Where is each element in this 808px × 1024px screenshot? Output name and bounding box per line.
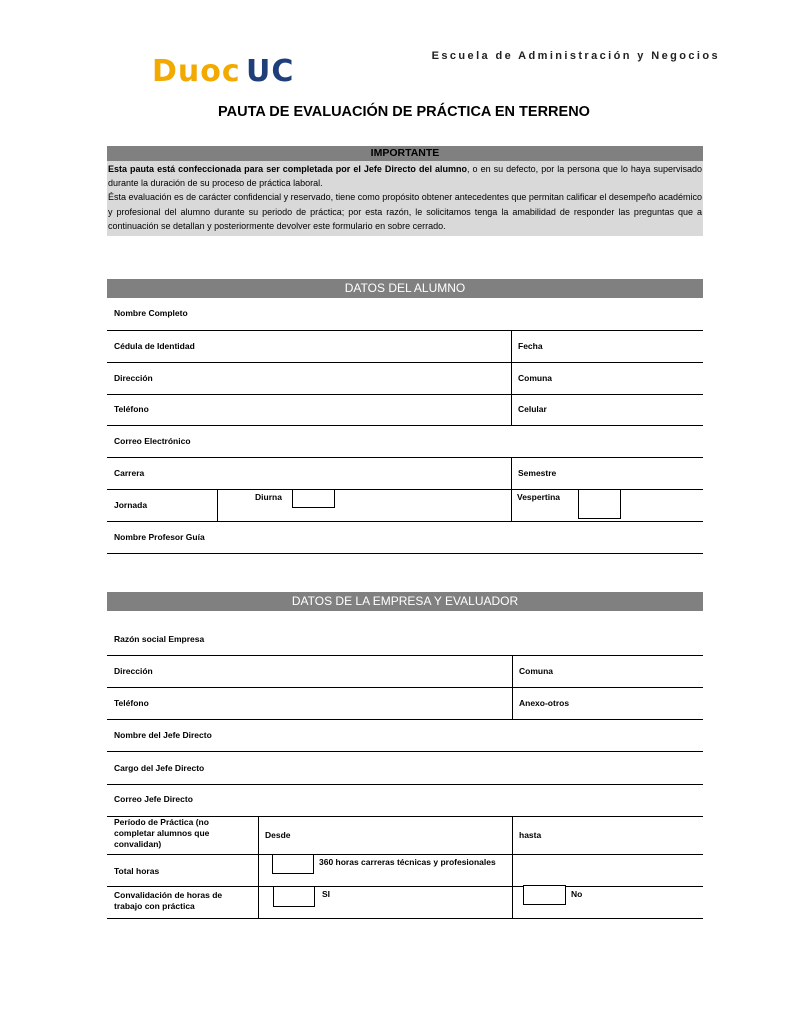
divider [511, 395, 512, 425]
divider [511, 331, 512, 362]
row-empresa-direccion [107, 656, 703, 688]
page-title: PAUTA DE EVALUACIÓN DE PRÁCTICA EN TERRENO [218, 104, 590, 120]
row-jefe-directo [107, 720, 703, 752]
logo-text-left: Duoc [152, 54, 241, 89]
important-notice [107, 146, 703, 236]
row-telefono [107, 395, 703, 426]
divider [512, 688, 513, 719]
row-convalidacion [107, 887, 703, 919]
label-profesor: Nombre Profesor Guía [114, 532, 205, 542]
label-total-horas: Total horas [114, 866, 160, 876]
row-correo [107, 426, 703, 458]
diurna-checkbox[interactable] [292, 489, 335, 508]
divider [258, 887, 259, 918]
divider [258, 817, 259, 854]
label-si: SI [322, 889, 331, 899]
divider [512, 855, 513, 886]
label-horas-text: 360 horas carreras técnicas y profesionales [319, 857, 496, 867]
important-text [107, 161, 703, 236]
section-heading-alumno: DATOS DEL ALUMNO [107, 279, 703, 298]
label-direccion: Dirección [114, 373, 153, 383]
row-carrera [107, 458, 703, 490]
duoc-uc-logo [152, 50, 312, 89]
row-correo-jefe [107, 785, 703, 817]
label-correo-jefe: Correo Jefe Directo [114, 794, 193, 804]
row-empresa-telefono [107, 688, 703, 720]
label-vespertina: Vespertina [517, 492, 560, 502]
label-cargo-jefe: Cargo del Jefe Directo [114, 763, 205, 773]
label-empresa-comuna: Comuna [519, 666, 553, 676]
section-heading-empresa: DATOS DE LA EMPRESA Y EVALUADOR [107, 592, 703, 611]
divider [512, 817, 513, 854]
label-diurna: Diurna [255, 492, 282, 502]
school-name: Escuela de Administración y Negocios [431, 50, 720, 62]
row-cedula [107, 331, 703, 363]
label-desde: Desde [265, 830, 291, 840]
logo-text-right: UC [246, 54, 295, 89]
label-jornada: Jornada [114, 500, 148, 510]
row-cargo-jefe [107, 752, 703, 785]
convalidacion-si-checkbox[interactable] [273, 886, 315, 907]
divider [217, 490, 218, 521]
row-total-horas [107, 855, 703, 887]
divider [511, 458, 512, 489]
label-razon-social: Razón social Empresa [114, 634, 205, 644]
divider [511, 490, 512, 521]
label-no: No [571, 889, 583, 899]
divider [512, 887, 513, 918]
label-empresa-telefono: Teléfono [114, 698, 149, 708]
label-cedula: Cédula de Identidad [114, 341, 195, 351]
label-correo: Correo Electrónico [114, 436, 191, 446]
label-hasta: hasta [519, 830, 542, 840]
important-heading: IMPORTANTE [107, 146, 703, 161]
label-nombre-completo: Nombre Completo [114, 308, 188, 318]
label-anexo: Anexo-otros [519, 698, 570, 708]
label-fecha: Fecha [518, 341, 543, 351]
divider [511, 363, 512, 394]
label-celular: Celular [518, 404, 547, 414]
label-empresa-direccion: Dirección [114, 666, 153, 676]
total-horas-input[interactable] [272, 854, 314, 874]
row-jornada [107, 490, 703, 522]
row-razon-social [107, 611, 703, 656]
label-periodo: Período de Práctica (no completar alumnos que convalidan) [114, 817, 210, 849]
vespertina-checkbox[interactable] [578, 489, 621, 519]
important-p1-bold: Esta pauta está confeccionada para ser completada por el Jefe Directo del alumno [108, 164, 467, 174]
convalidacion-no-checkbox[interactable] [523, 885, 566, 905]
row-profesor [107, 522, 703, 554]
label-semestre: Semestre [518, 468, 557, 478]
row-periodo [107, 817, 703, 855]
divider [512, 656, 513, 687]
label-jefe-directo: Nombre del Jefe Directo [114, 730, 212, 740]
label-telefono: Teléfono [114, 404, 149, 414]
divider [258, 855, 259, 886]
important-p1-rest: , o en su defecto, por la persona que lo haya supervisado durante la duración de su proceso de práctica laboral. [108, 164, 702, 189]
row-nombre-completo [107, 298, 703, 331]
label-carrera: Carrera [114, 468, 145, 478]
row-direccion [107, 363, 703, 395]
label-convalidacion: Convalidación de horas de trabajo con práctica [114, 890, 223, 911]
important-p2: Ésta evaluación es de carácter confidencial y reservado, tiene como propósito obtener antecedentes que permitan calificar el desempeño académico y profesional del alumno durante su periodo de práctica; por esta razón, le solicitamos tenga la amabilidad de responder las preguntas que a continuación se detallan y posteriormente devolver este formulario en sobre cerrado. [108, 192, 702, 231]
label-comuna: Comuna [518, 373, 552, 383]
